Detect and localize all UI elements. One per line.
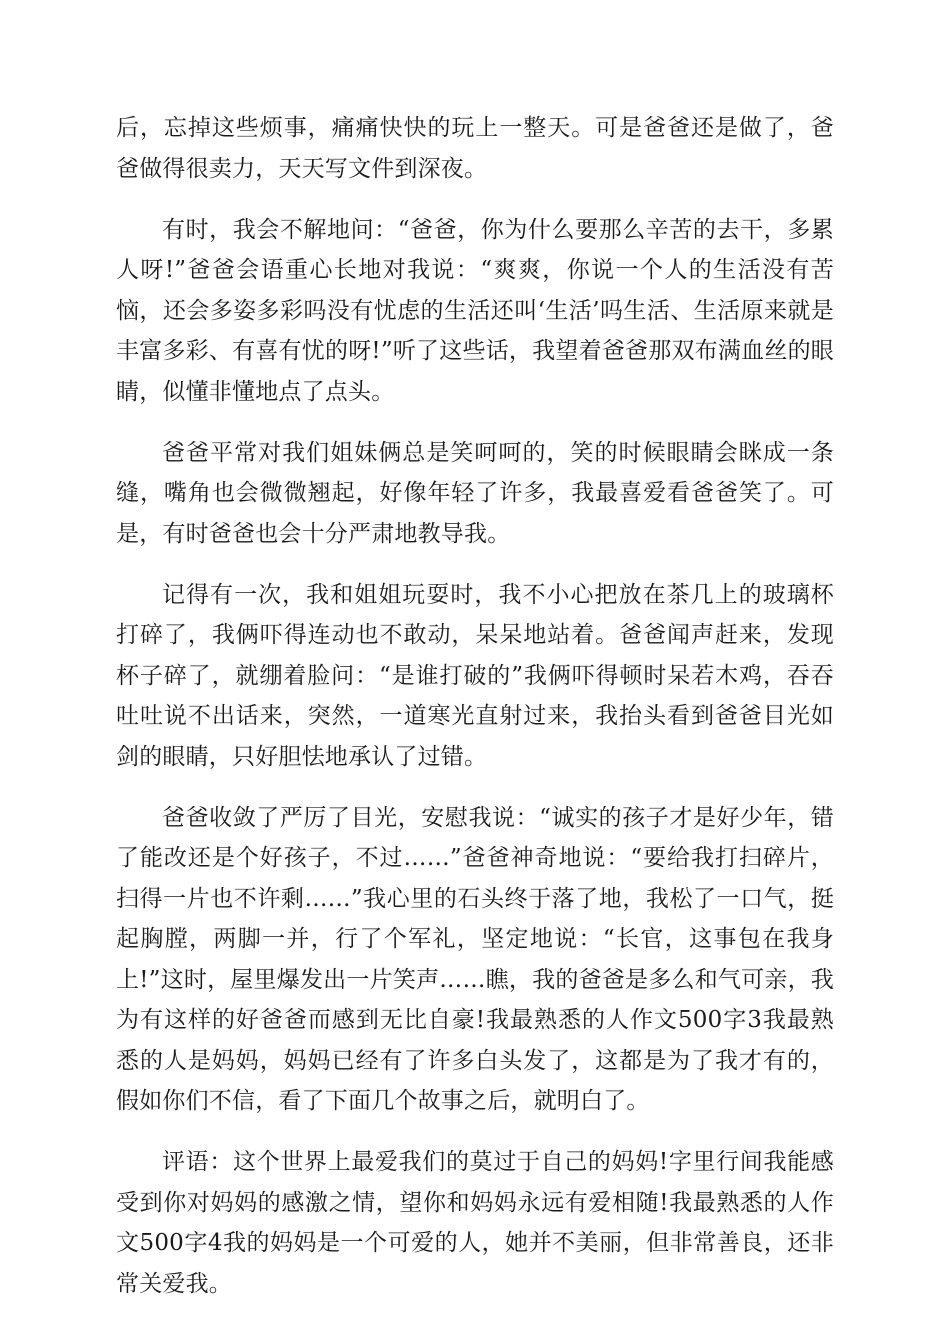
paragraph-3: 爸爸平常对我们姐妹俩总是笑呵呵的，笑的时候眼睛会眯成一条缝，嘴角也会微微翘起，好像年轻了许多，我最喜爱看爸爸笑了。可是，有时爸爸也会十分严肃地教导我。 — [116, 439, 834, 547]
document-page — [116, 108, 834, 1325]
paragraph-5: 爸爸收敛了严厉了目光，安慰我说：“诚实的孩子才是好少年，错了能改还是个好孩子，不过……”爸爸神奇地说：“要给我打扫碎片，扫得一片也不许剩……”我心里的石头终于落了地，我松了一口气，挺起胸膛，两脚一并，行了个军礼，坚定地说：“长官，这事包在我身上!”这时，屋里爆发出一片笑声……瞧，我的爸爸是多么和气可亲，我为有这样的好爸爸而感到无比自豪!我最熟悉的人作文500字3我最熟悉的人是妈妈，妈妈已经有了许多白头发了，这都是为了我才有的，假如你们不信，看了下面几个故事之后，就明白了。 — [116, 804, 834, 1114]
paragraph-1: 后，忘掉这些烦事，痛痛快快的玩上一整天。可是爸爸还是做了，爸爸做得很卖力，天天写文件到深夜。 — [116, 115, 834, 182]
paragraph-6: 评语：这个世界上最爱我们的莫过于自己的妈妈!字里行间我能感受到你对妈妈的感激之情，望你和妈妈永远有爱相随!我最熟悉的人作文500字4我的妈妈是一个可爱的人，她并不美丽，但非常善良，还非常关爱我。 — [116, 1149, 834, 1297]
paragraph-4: 记得有一次，我和姐姐玩耍时，我不小心把放在茶几上的玻璃杯打碎了，我俩吓得连动也不敢动，呆呆地站着。爸爸闻声赶来，发现杯子碎了，就绷着脸问：“是谁打破的”我俩吓得顿时呆若木鸡，吞吞吐吐说不出话来，突然，一道寒光直射过来，我抬头看到爸爸目光如剑的眼睛，只好胆怯地承认了过错。 — [116, 581, 834, 770]
paragraph-2: 有时，我会不解地问：“爸爸，你为什么要那么辛苦的去干，多累人呀!”爸爸会语重心长地对我说：“爽爽，你说一个人的生活没有苦恼，还会多姿多彩吗没有忧虑的生活还叫‘生活’吗生活、生活原来就是丰富多彩、有喜有忧的呀!”听了这些话，我望着爸爸那双布满血丝的眼睛，似懂非懂地点了点头。 — [116, 216, 834, 405]
